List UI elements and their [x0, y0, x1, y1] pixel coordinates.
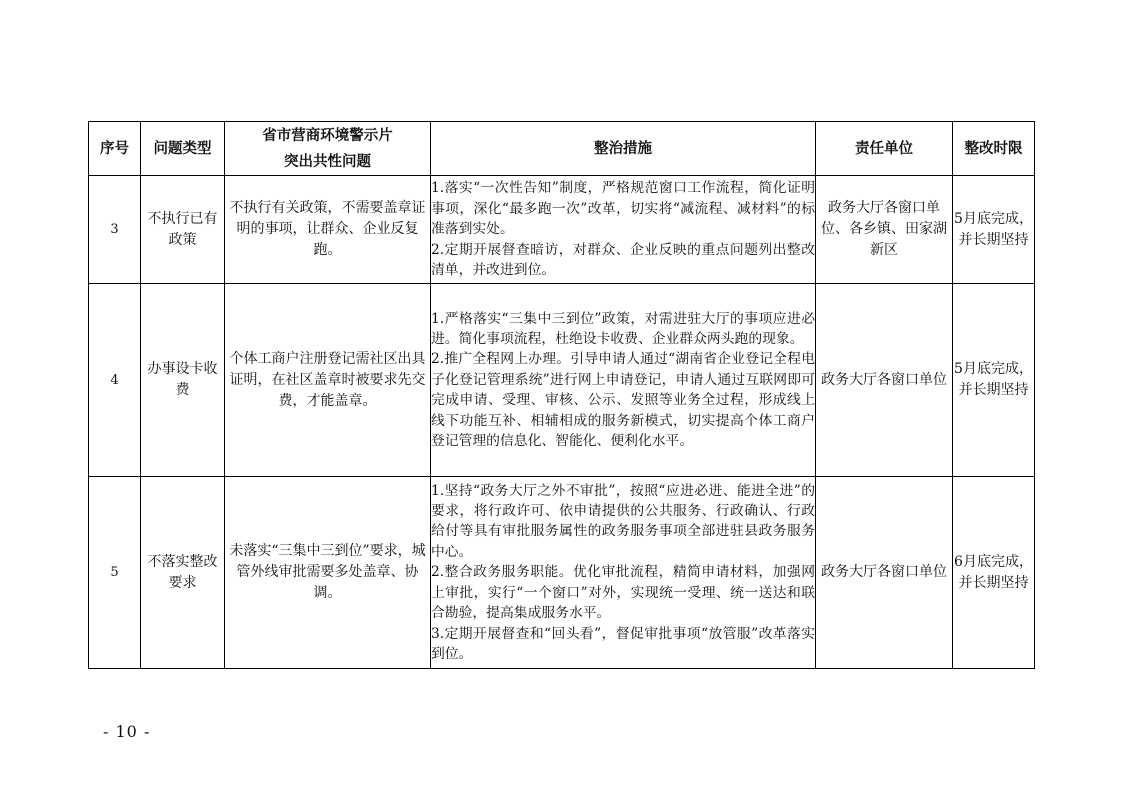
header-measures: 整治措施: [431, 122, 816, 176]
table-row: [89, 284, 1035, 477]
row-deadline: 6月底完成，并长期坚持: [953, 477, 1035, 669]
measure-item: 3.定期开展督查和“回头看”，督促审批事项“放管服”改革落实到位。: [431, 625, 815, 662]
row-unit: 政务大厅各窗口单位: [816, 477, 953, 669]
row-type: 办事设卡收费: [141, 284, 225, 477]
table-row: [89, 176, 1035, 284]
row-measures: [431, 477, 816, 669]
measure-item: 2.定期开展督查暗访，对群众、企业反映的重点问题列出整改清单，并改进到位。: [431, 241, 815, 279]
header-issue: [225, 122, 431, 176]
table-row: [89, 477, 1035, 669]
row-measures: [431, 284, 816, 477]
row-type: 不落实整改要求: [141, 477, 225, 669]
header-issue-line1: 省市营商环境警示片: [262, 127, 393, 144]
row-deadline: 5月底完成，并长期坚持: [953, 176, 1035, 284]
measure-item: 1.严格落实“三集中三到位”政策，对需进驻大厅的事项应进必进。简化事项流程，杜绝设卡收费、企业群众两头跑的现象。: [431, 310, 815, 347]
row-issue: 未落实“三集中三到位”要求，城管外线审批需要多处盖章、协调。: [225, 477, 431, 669]
page-number: - 10 -: [103, 722, 151, 741]
row-seq: 4: [89, 284, 141, 477]
row-unit: 政务大厅各窗口单位: [816, 284, 953, 477]
table-header-row: [89, 122, 1035, 176]
header-issue-line2: 突出共性问题: [284, 153, 371, 170]
row-type: 不执行已有政策: [141, 176, 225, 284]
measure-item: 1.坚持“政务大厅之外不审批”，按照“应进必进、能进全进”的要求，将行政许可、依申请提供的公共服务、行政确认、行政给付等具有审批服务属性的政务服务事项全部进驻县政务服务中心。: [431, 482, 815, 560]
measure-item: 2.整合政务服务职能。优化审批流程，精简申请材料，加强网上审批，实行“一个窗口”对外，实现统一受理、统一送达和联合勘验，提高集成服务水平。: [431, 564, 815, 622]
rectification-table: [88, 121, 1035, 669]
row-seq: 5: [89, 477, 141, 669]
row-unit: 政务大厅各窗口单位、各乡镇、田家湖新区: [816, 176, 953, 284]
header-unit: 责任单位: [816, 122, 953, 176]
measure-item: 1.落实“一次性告知”制度，严格规范窗口工作流程，简化证明事项，深化“最多跑一次”改革，切实将“减流程、减材料”的标准落到实处。: [431, 180, 815, 238]
header-deadline: 整改时限: [953, 122, 1035, 176]
row-issue: 不执行有关政策，不需要盖章证明的事项，让群众、企业反复跑。: [225, 176, 431, 284]
row-seq: 3: [89, 176, 141, 284]
row-measures: [431, 176, 816, 284]
row-deadline: 5月底完成，并长期坚持: [953, 284, 1035, 477]
header-type: 问题类型: [141, 122, 225, 176]
row-issue: 个体工商户注册登记需社区出具证明，在社区盖章时被要求先交费，才能盖章。: [225, 284, 431, 477]
measure-item: 2.推广全程网上办理。引导申请人通过“湖南省企业登记全程电子化登记管理系统”进行网上申请登记，申请人通过互联网即可完成申请、受理、审核、公示、发照等业务全过程，形成线上线下功能互补、相辅相成的服务新模式，切实提高个体工商户登记管理的信息化、智能化、便利化水平。: [431, 351, 815, 450]
header-seq: 序号: [89, 122, 141, 176]
